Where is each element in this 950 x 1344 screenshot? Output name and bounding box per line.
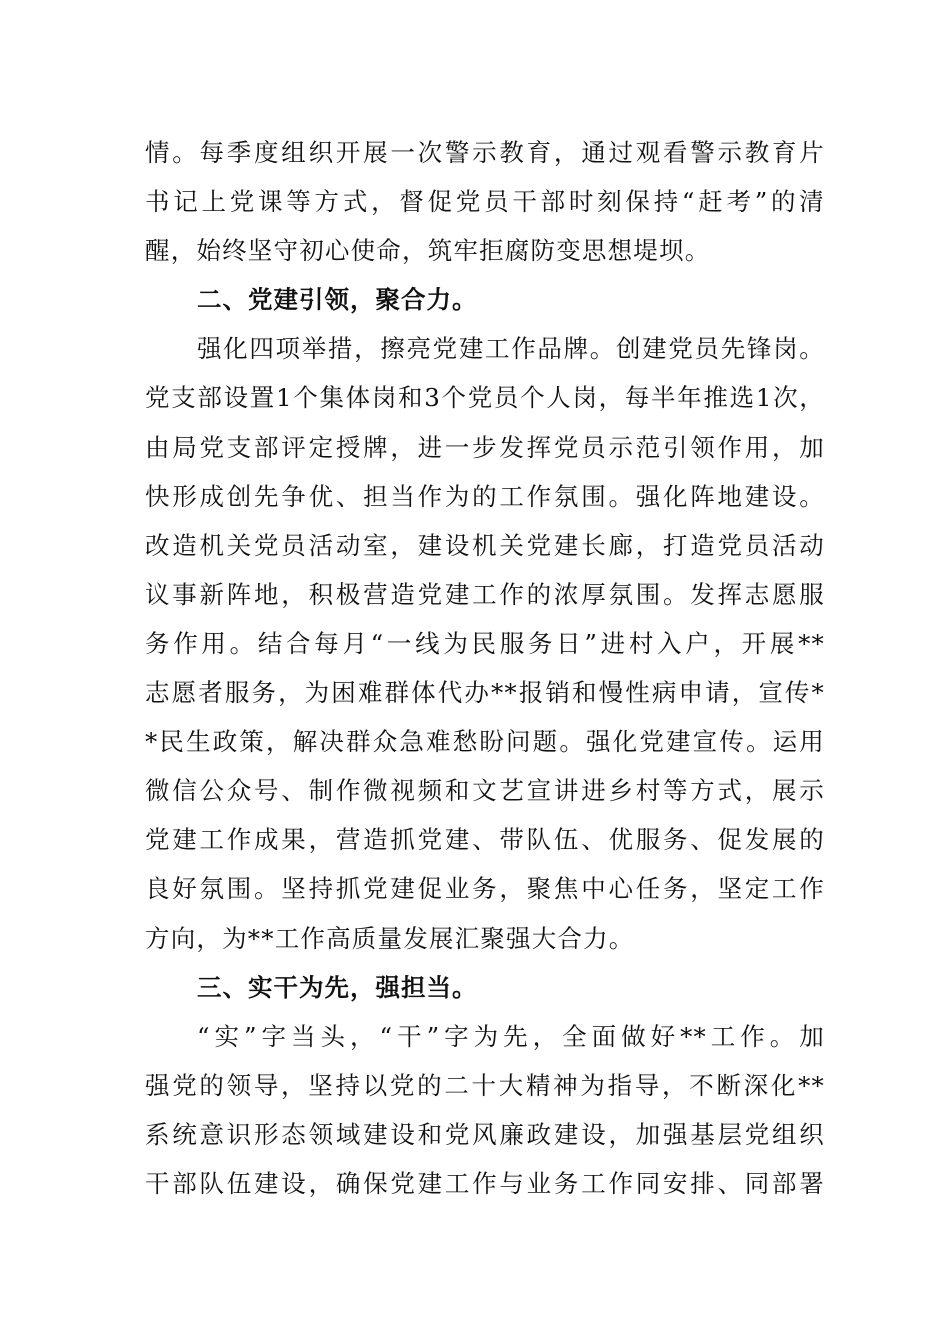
text-line: 强党的领导，坚持以党的二十大精神为指导，不断深化** bbox=[145, 1070, 825, 1100]
paragraph-responsibility bbox=[145, 1012, 825, 1208]
text-line: 党支部设置1个集体岗和3个党员个人岗，每半年推选1次， bbox=[145, 383, 825, 413]
paragraph-party-building bbox=[145, 324, 825, 962]
text-line: 干部队伍建设，确保党建工作与业务工作同安排、同部署 bbox=[145, 1168, 825, 1198]
text-line: 强化四项举措，擦亮党建工作品牌。创建党员先锋岗。 bbox=[197, 334, 825, 364]
text-line: 方向，为**工作高质量发展汇聚强大合力。 bbox=[145, 923, 635, 953]
text-line: 良好氛围。坚持抓党建促业务，聚焦中心任务，坚定工作 bbox=[145, 874, 825, 904]
text-line: 改造机关党员活动室，建设机关党建长廊，打造党员活动 bbox=[145, 530, 825, 560]
text-line: 快形成创先争优、担当作为的工作氛围。强化阵地建设。 bbox=[145, 481, 825, 511]
paragraph-warning-education bbox=[145, 128, 825, 275]
text-line: 议事新阵地，积极营造党建工作的浓厚氛围。发挥志愿服 bbox=[145, 579, 825, 609]
text-line: *民生政策，解决群众急难愁盼问题。强化党建宣传。运用 bbox=[145, 727, 825, 757]
text-line: 微信公众号、制作微视频和文艺宣讲进乡村等方式，展示 bbox=[145, 776, 825, 806]
text-line: 醒，始终坚守初心使命，筑牢拒腐防变思想堤坝。 bbox=[145, 236, 711, 266]
text-line: 志愿者服务，为困难群体代办**报销和慢性病申请，宣传* bbox=[145, 678, 825, 708]
text-line: 由局党支部评定授牌，进一步发挥党员示范引领作用，加 bbox=[145, 432, 825, 462]
text-line: 情。每季度组织开展一次警示教育，通过观看警示教育片 bbox=[145, 138, 825, 167]
text-line: “实”字当头，“干”字为先，全面做好**工作。加 bbox=[197, 1021, 825, 1051]
text-line: 党建工作成果，营造抓党建、带队伍、优服务、促发展的 bbox=[145, 825, 825, 855]
text-line: 书记上党课等方式，督促党员干部时刻保持“赶考”的清 bbox=[145, 187, 825, 217]
text-line: 系统意识形态领域建设和党风廉政建设，加强基层党组织 bbox=[145, 1119, 825, 1149]
section-heading-party-building: 二、党建引领，聚合力。 bbox=[197, 285, 478, 315]
document-body bbox=[145, 128, 825, 1208]
text-line: 务作用。结合每月“一线为民服务日”进村入户，开展** bbox=[145, 628, 825, 658]
section-heading-responsibility: 三、实干为先，强担当。 bbox=[197, 972, 478, 1002]
